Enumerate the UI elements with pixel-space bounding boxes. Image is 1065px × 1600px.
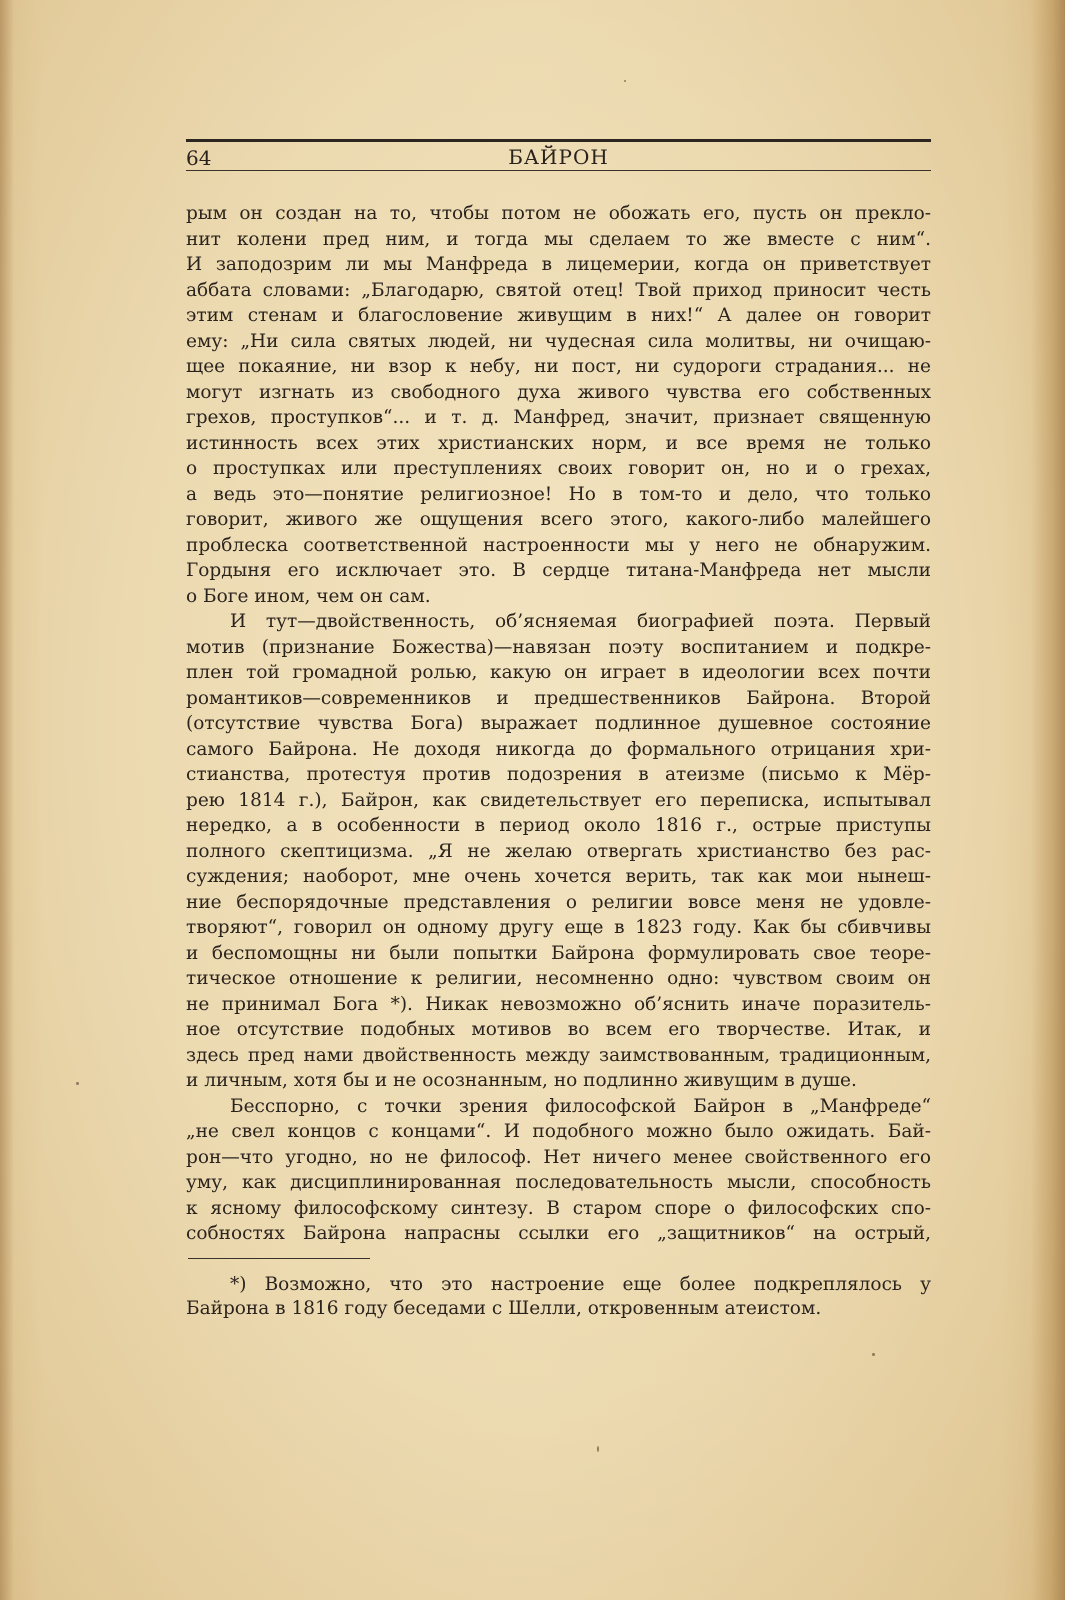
paper-speck bbox=[624, 80, 626, 82]
header-rule-top bbox=[186, 139, 931, 142]
text-line: и личным, хотя бы и не осознанным, но подлинно живущим в душе. bbox=[186, 1070, 857, 1091]
text-line: этим стенам и благословение живущим в них!“ А далее он говорит bbox=[186, 305, 931, 326]
text-line: творяют“, говорил он одному другу еще в 1823 году. Как бы сбивчивы bbox=[186, 917, 931, 938]
page-spine-shadow bbox=[1031, 0, 1065, 1600]
text-line: ное отсутствие подобных мотивов во всем его творчестве. Итак, и bbox=[186, 1019, 931, 1040]
text-line: нередко, а в особенности в период около 1816 г., острые приступы bbox=[186, 815, 931, 836]
text-line: полного скептицизма. „Я не желаю отвергать христианство без рас- bbox=[186, 840, 931, 862]
paper-speck bbox=[597, 1446, 599, 1452]
text-line: а ведь это—понятие религиозное! Но в том-то и дело, что только bbox=[186, 483, 931, 505]
text-line: ему: „Ни сила святых людей, ни чудесная сила молитвы, ни очищаю- bbox=[186, 330, 931, 352]
footnote bbox=[186, 1273, 931, 1321]
text-line: истинность всех этих христианских норм, и все время не только bbox=[186, 432, 931, 454]
text-line: Гордыня его исключает это. В сердце титана-Манфреда нет мысли bbox=[186, 560, 931, 581]
text-line: к ясному философскому синтезу. В старом споре о философских спо- bbox=[186, 1197, 931, 1219]
header-rule-bottom bbox=[186, 170, 931, 171]
text-line: рон—что угодно, но не философ. Нет ничего менее свойственного его bbox=[186, 1146, 931, 1168]
text-line: аббата словами: „Благодарю, святой отец! Твой приход приносит честь bbox=[186, 279, 931, 301]
text-line: „не свел концов с концами“. И подобного можно было ожидать. Бай- bbox=[186, 1121, 931, 1142]
text-line: собностях Байрона напрасны ссылки его „защитников“ на острый, bbox=[186, 1223, 931, 1244]
page-number: 64 bbox=[186, 146, 212, 170]
text-line: здесь пред нами двойственность между заимствованным, традиционным, bbox=[186, 1044, 931, 1066]
text-line: не принимал Бога *). Никак невозможно об’яснить иначе поразитель- bbox=[186, 993, 931, 1015]
text-line: нит колени пред ним, и тогда мы сделаем то же вместе с ним“. bbox=[186, 228, 931, 250]
running-title: БАЙРОН bbox=[508, 145, 609, 169]
text-line: рым он создан на то, чтобы потом не обожать его, пусть он прекло- bbox=[186, 203, 931, 224]
text-line: ние беспорядочные представления о религии вовсе меня не удовле- bbox=[186, 891, 931, 913]
text-line: и беспомощны ни были попытки Байрона формулировать свое теоре- bbox=[186, 942, 931, 964]
paper-speck bbox=[76, 1082, 79, 1085]
text-line: И тут—двойственность, об’ясняемая биографией поэта. Первый bbox=[230, 611, 931, 632]
text-line: щее покаяние, ни взор к небу, ни пост, ни судороги страдания... не bbox=[186, 356, 931, 377]
text-line: И заподозрим ли мы Манфреда в лицемерии, когда он приветствует bbox=[186, 254, 931, 275]
text-line: романтиков—современников и предшественников Байрона. Второй bbox=[186, 687, 931, 709]
text-line: говорит, живого же ощущения всего этого, какого-либо малейшего bbox=[186, 509, 931, 530]
text-line: суждения; наоборот, мне очень хочется верить, так как мои нынеш- bbox=[186, 866, 931, 887]
text-line: мотив (признание Божества)—навязан поэту воспитанием и подкре- bbox=[186, 636, 931, 658]
text-line: грехов, проступков“... и т. д. Манфред, значит, признает священную bbox=[186, 407, 931, 428]
text-line: уму, как дисциплинированная последовательность мысли, способность bbox=[186, 1172, 931, 1193]
text-line: могут изгнать из свободного духа живого чувства его собственных bbox=[186, 381, 931, 403]
text-line: (отсутствие чувства Бога) выражает подлинное душевное состояние bbox=[186, 713, 931, 734]
text-line: самого Байрона. Не доходя никогда до формального отрицания хри- bbox=[186, 738, 931, 760]
footnote-rule bbox=[188, 1258, 370, 1259]
footnote-line: Байрона в 1816 году беседами с Шелли, откровенным атеистом. bbox=[186, 1298, 822, 1319]
text-line: плен той громадной ролью, какую он играет в идеологии всех почти bbox=[186, 662, 931, 683]
text-line: о проступках или преступлениях своих говорит он, но и о грехах, bbox=[186, 458, 931, 479]
body-text bbox=[186, 201, 931, 1247]
text-line: Бесспорно, с точки зрения философской Байрон в „Манфреде“ bbox=[230, 1095, 931, 1117]
text-line: проблеска соответственной настроенности мы у него не обнаружим. bbox=[186, 534, 931, 556]
text-line: рею 1814 г.), Байрон, как свидетельствует его переписка, испытывал bbox=[186, 789, 931, 811]
footnote-line: *) Возможно, что это настроение еще более подкреплялось у bbox=[230, 1274, 931, 1295]
text-line: о Боге ином, чем он сам. bbox=[186, 585, 431, 607]
text-line: тическое отношение к религии, несомненно одно: чувством своим он bbox=[186, 968, 931, 989]
paper-speck bbox=[872, 1353, 875, 1356]
text-line: стианства, протестуя против подозрения в атеизме (письмо к Мёр- bbox=[186, 764, 931, 785]
page-left-edge bbox=[0, 0, 14, 1600]
